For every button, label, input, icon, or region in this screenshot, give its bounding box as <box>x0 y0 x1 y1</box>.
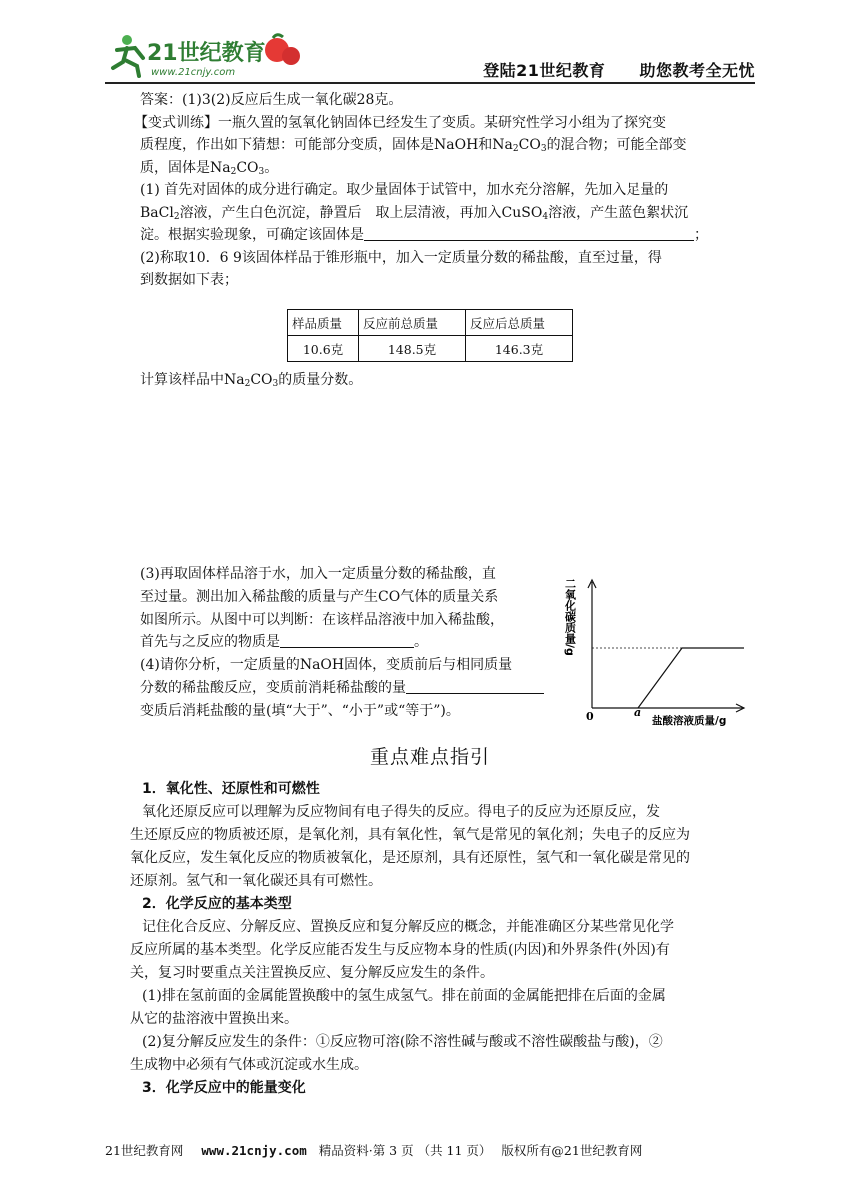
q2-calc: 计算该样品中$Na_2CO_3$的质量分数。 <box>140 372 363 389</box>
q3-line-4: 首先与之反应的物质是 。 <box>140 634 428 651</box>
q4-line-3: 变质后消耗盐酸的量(填“大于”、“小于”或“等于”)。 <box>140 702 460 719</box>
guide-p2-line-4: (1)排在氢前面的金属能置换酸中的氢生成氢气。排在前面的金属能把排在后面的金属 <box>142 988 666 1004</box>
q2-line-2: 到数据如下表； <box>140 272 238 288</box>
q1-line-3: 淀。根据实验现象，可确定该固体是 ； <box>140 227 708 243</box>
exercise-intro-line-1: 【变式训练】一瓶久置的氢氧化钠固体已经发生了变质。某研究性学习小组为了探究变 <box>134 114 666 131</box>
exercise-intro-line-3: 质，固体是$Na_2CO_3$。 <box>140 159 279 177</box>
table-cell: 146.3克 <box>466 336 573 362</box>
table-cell: 148.5克 <box>359 336 466 362</box>
guide-p1-line-2: 生还原反应的物质被还原，是氧化剂，具有氧化性，氧气是常见的氧化剂；失电子的反应为 <box>130 827 690 843</box>
q4-line-1: (4)请你分析，一定质量的NaOH固体，变质前后与相同质量 <box>140 657 513 674</box>
q3-line-3: 如图所示。从图中可以判断：在该样品溶液中加入稀盐酸， <box>140 611 504 628</box>
guide-p1-line-4: 还原剂。氢气和一氧化碳还具有可燃性。 <box>130 873 382 889</box>
q3-line-2: 至过量。测出加入稀盐酸的质量与产生CO气体的质量关系 <box>140 588 499 605</box>
page-footer <box>105 1141 755 1159</box>
table-header-cell: 反应后总质量 <box>466 310 573 336</box>
exercise-block <box>134 89 752 292</box>
guide-p2-line-6: (2)复分解反应发生的条件：①反应物可溶(除不溶性碱与酸或不溶性碳酸盐与酸)，② <box>142 1034 663 1050</box>
runner-icon <box>113 35 143 76</box>
guide-heading-1: 1．氧化性、还原性和可燃性 <box>142 781 320 797</box>
guide-p1-line-3: 氧化反应，发生氧化反应的物质被氧化，是还原剂，具有还原性，氢气和一氧化碳是常见的 <box>130 850 690 866</box>
guide-heading-3: 3．化学反应中的能量变化 <box>142 1080 306 1096</box>
guide-p2-line-1: 记住化合反应、分解反应、置换反应和复分解反应的概念，并能准确区分某些常见化学 <box>142 919 674 935</box>
header-slogan <box>455 58 755 81</box>
footer-page-info: 精品资料·第 3 页 （共 11 页） <box>318 1143 492 1158</box>
q4-line-2: 分数的稀盐酸反应，变质前消耗稀盐酸的量 <box>140 677 560 700</box>
guide-heading-2: 2．化学反应的基本类型 <box>142 896 292 912</box>
page-header <box>105 28 755 82</box>
footer-left: 21世纪教育网 <box>105 1143 184 1158</box>
answer-blank-1[interactable] <box>364 226 694 241</box>
answer-line: 答案：(1)3(2)反应后生成一氧化碳28克。 <box>140 92 403 108</box>
slogan-right: 助您教考全无忧 <box>639 61 755 80</box>
header-divider <box>105 82 755 84</box>
q3-line-1: (3)再取固体样品溶于水，加入一定质量分数的稀盐酸，直 <box>140 566 496 582</box>
guide-p1-line-1: 氧化还原反应可以理解为反应物间有电子得失的反应。得电子的反应为还原反应，发 <box>142 804 660 820</box>
slogan-left: 登陆21世纪教育 <box>483 61 606 80</box>
answer-blank-2[interactable] <box>280 633 414 648</box>
guide-p2-line-5: 从它的盐溶液中置换出来。 <box>130 1011 298 1027</box>
q3-q4-block <box>140 563 560 723</box>
guide-p2-line-2: 反应所属的基本类型。化学反应能否发生与反应物本身的性质(内因)和外界条件(外因)有 <box>130 942 670 958</box>
graph-origin: 0 <box>586 710 594 723</box>
guide-p2-line-7: 生成物中必须有气体或沉淀或水生成。 <box>130 1057 368 1073</box>
footer-copyright: 版权所有@21世纪教育网 <box>501 1143 643 1158</box>
answer-blank-3[interactable] <box>406 679 544 694</box>
footer-site-link[interactable]: www.21cnjy.com <box>201 1143 307 1158</box>
section-title: 重点难点指引 <box>369 746 490 768</box>
q2-line-1: (2)称取10．6 9该固体样品于锥形瓶中，加入一定质量分数的稀盐酸，直至过量，得 <box>140 249 662 266</box>
logo <box>105 28 305 82</box>
table-header-cell: 反应前总质量 <box>359 310 466 336</box>
guide-section <box>130 778 752 1100</box>
graph-a-label: a <box>634 706 642 719</box>
svg-text:21世纪教育: 21世纪教育 <box>147 41 266 66</box>
q1-line-1: (1) 首先对固体的成分进行确定。取少量固体于试管中，加水充分溶解，先加入足量的 <box>140 182 669 198</box>
table-row <box>288 336 573 362</box>
exercise-intro-line-2: 质程度，作出如下猜想：可能部分变质，固体是NaOH和$Na_2CO_3$的混合物；可能全部变 <box>140 137 687 154</box>
table-header-cell: 样品质量 <box>288 310 359 336</box>
graph-line <box>638 648 744 708</box>
data-table <box>287 309 573 362</box>
table-header-row <box>288 310 573 336</box>
table-cell: 10.6克 <box>288 336 359 362</box>
tomato-icon <box>265 35 300 65</box>
co2-mass-graph <box>563 568 756 728</box>
graph-xlabel: 盐酸溶液质量/g <box>652 715 727 727</box>
guide-p2-line-3: 关，复习时要重点关注置换反应、复分解反应发生的条件。 <box>130 965 494 981</box>
graph-ylabel: 二氧化碳质量/g <box>563 578 577 656</box>
svg-text:www.21cnjy.com: www.21cnjy.com <box>151 67 236 78</box>
q1-line-2: BaCl$_2$溶液，产生白色沉淀，静置后 取上层清液，再加入CuSO$_4$溶液，产生蓝色絮状沉 <box>140 204 689 222</box>
